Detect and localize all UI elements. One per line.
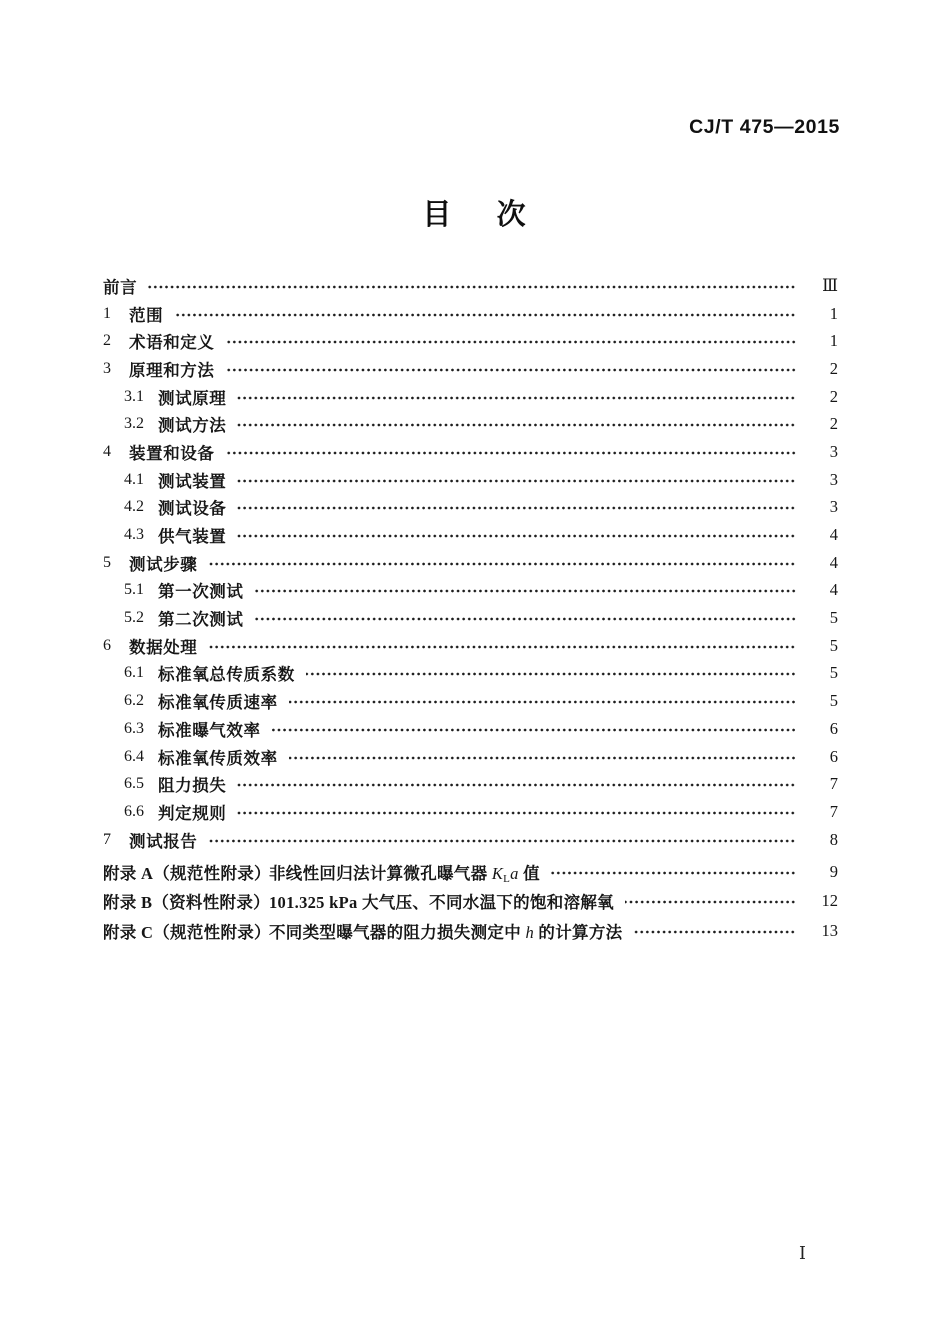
dot-leader (148, 282, 796, 292)
dot-leader (208, 836, 796, 846)
toc-entry-label: 测试装置 (158, 471, 227, 491)
toc-entry-number: 3 (103, 359, 111, 377)
dot-leader (237, 503, 796, 513)
toc-entry-label: 第二次测试 (158, 610, 244, 630)
appendix-description-text: 非线性回归法计算微孔曝气器 (269, 863, 492, 883)
toc-entry-page: 5 (829, 608, 838, 628)
appendix-page: 12 (821, 891, 838, 911)
toc-entry-label: 测试方法 (158, 416, 227, 436)
toc-entry (103, 660, 838, 688)
dot-leader (226, 448, 797, 458)
toc-entry-page: 4 (829, 552, 838, 572)
toc-entry-page: 7 (829, 801, 838, 821)
toc-entry-number: 5.1 (124, 581, 144, 599)
toc-entry-page: 5 (829, 691, 838, 711)
dot-leader (208, 559, 796, 569)
toc-entry (103, 272, 838, 300)
toc-entry-number: 5.2 (124, 609, 144, 627)
table-of-contents (103, 272, 838, 945)
toc-entry (103, 355, 838, 383)
toc-entry (103, 466, 838, 494)
toc-entry-number: 4.3 (124, 526, 144, 544)
toc-entry-page: 4 (829, 525, 838, 545)
toc-entry (103, 770, 838, 798)
toc-entry-label: 测试步骤 (129, 554, 198, 574)
appendix-description (269, 889, 614, 913)
dot-leader (625, 897, 796, 907)
formula-kla-tail: a (510, 863, 519, 883)
toc-entry-page: 5 (829, 635, 838, 655)
toc-entry (103, 743, 838, 771)
toc-entry-label: 术语和定义 (129, 333, 215, 353)
toc-entry-label: 装置和设备 (129, 443, 215, 463)
toc-entry-number: 6 (103, 636, 111, 654)
toc-entry-page: 1 (829, 331, 838, 351)
toc-entry-page: 6 (829, 746, 838, 766)
toc-entry-label: 供气装置 (158, 527, 227, 547)
toc-entry-number: 2 (103, 332, 111, 350)
toc-entry-number: 6.6 (124, 802, 144, 820)
toc-entry-label: 第一次测试 (158, 582, 244, 602)
page-number: Ⅰ (799, 1243, 806, 1263)
toc-entry-page: 4 (829, 580, 838, 600)
toc-entry-page: 5 (829, 663, 838, 683)
toc-entry-number: 4.1 (124, 470, 144, 488)
dot-leader (237, 808, 796, 818)
toc-entry-page: 2 (829, 414, 838, 434)
toc-entry-page: 1 (829, 303, 838, 323)
toc-entry-label: 测试设备 (158, 499, 227, 519)
appendix-entry (103, 857, 838, 886)
toc-entry (103, 798, 838, 826)
toc-entry (103, 494, 838, 522)
dot-leader (226, 365, 797, 375)
toc-entry-number: 7 (103, 830, 111, 848)
toc-entry-number: 6.4 (124, 747, 144, 765)
toc-entry-number: 4 (103, 442, 111, 460)
toc-entry-number: 4.2 (124, 498, 144, 516)
formula-kla-base: K (491, 863, 504, 883)
dot-leader (237, 393, 796, 403)
toc-entry-label: 标准氧传质速率 (158, 693, 278, 713)
toc-entry-number: 1 (103, 304, 111, 322)
dot-leader (255, 586, 797, 596)
toc-entry-number: 6.1 (124, 664, 144, 682)
dot-leader (237, 780, 796, 790)
toc-entry (103, 327, 838, 355)
toc-entry (103, 604, 838, 632)
toc-entry-page: 3 (829, 441, 838, 461)
toc-entry-page: 2 (829, 358, 838, 378)
dot-leader (306, 669, 796, 679)
dot-leader (633, 927, 796, 937)
dot-leader (226, 337, 797, 347)
toc-entry-label: 判定规则 (158, 803, 227, 823)
appendix-description-text: 的计算方法 (534, 922, 623, 942)
toc-entry-page: 6 (829, 718, 838, 738)
toc-entry (103, 410, 838, 438)
variable-h: h (525, 922, 534, 942)
toc-entry (103, 300, 838, 328)
toc-entry-label: 标准氧传质效率 (158, 748, 278, 768)
toc-entry-number: 6.5 (124, 775, 144, 793)
dot-leader (174, 310, 796, 320)
dot-leader (289, 753, 796, 763)
toc-entry (103, 577, 838, 605)
dot-leader (289, 697, 796, 707)
formula-kla-subscript: L (503, 872, 511, 885)
toc-entry-label: 阻力损失 (158, 776, 227, 796)
toc-entry-page: Ⅲ (822, 275, 838, 295)
dot-leader (551, 868, 796, 878)
toc-entry-number: 6.3 (124, 719, 144, 737)
toc-entry (103, 549, 838, 577)
appendix-description (269, 860, 540, 885)
appendix-page: 9 (829, 862, 838, 882)
appendix-page: 13 (821, 920, 838, 940)
appendix-label: 附录 B（资料性附录） (103, 893, 270, 913)
dot-leader (272, 725, 796, 735)
toc-entry-number: 3.2 (124, 415, 144, 433)
toc-entry-label: 前言 (103, 277, 138, 297)
appendix-list (103, 857, 838, 945)
toc-entry-label: 测试报告 (129, 831, 198, 851)
toc-entry-page: 7 (829, 774, 838, 794)
toc-entry-page: 2 (829, 386, 838, 406)
toc-entry (103, 632, 838, 660)
appendix-label: 附录 C（规范性附录） (103, 922, 271, 942)
appendix-description (269, 919, 622, 943)
toc-entry-label: 标准氧总传质系数 (158, 665, 295, 685)
appendix-entry (103, 916, 838, 945)
toc-entry (103, 438, 838, 466)
page-title: 目 次 (422, 199, 528, 231)
toc-entry-number: 3.1 (124, 387, 144, 405)
toc-entry (103, 715, 838, 743)
toc-entry-page: 3 (829, 469, 838, 489)
standard-number: CJ/T 475—2015 (689, 116, 840, 138)
appendix-label: 附录 A（规范性附录） (103, 864, 271, 884)
dot-leader (237, 531, 796, 541)
toc-entry (103, 383, 838, 411)
appendix-description-text: 101.325 kPa 大气压、不同水温下的饱和溶解氧 (269, 893, 614, 913)
toc-entry-label: 范围 (129, 305, 164, 325)
toc-entry-label: 数据处理 (129, 637, 198, 657)
toc-entry-label: 原理和方法 (129, 360, 215, 380)
appendix-entry (103, 887, 838, 916)
toc-entry-number: 6.2 (124, 692, 144, 710)
toc-entry-label: 标准曝气效率 (158, 720, 261, 740)
toc-entry (103, 687, 838, 715)
appendix-description-text: 不同类型曝气器的阻力损失测定中 (269, 922, 526, 942)
toc-entry (103, 521, 838, 549)
toc-entry (103, 826, 838, 854)
dot-leader (237, 420, 796, 430)
toc-entry-page: 8 (829, 829, 838, 849)
toc-entry-number: 5 (103, 553, 111, 571)
toc-entry-label: 测试原理 (158, 388, 227, 408)
appendix-description-text: 值 (518, 863, 540, 883)
dot-leader (255, 614, 797, 624)
toc-entry-page: 3 (829, 497, 838, 517)
dot-leader (208, 642, 796, 652)
dot-leader (237, 476, 796, 486)
